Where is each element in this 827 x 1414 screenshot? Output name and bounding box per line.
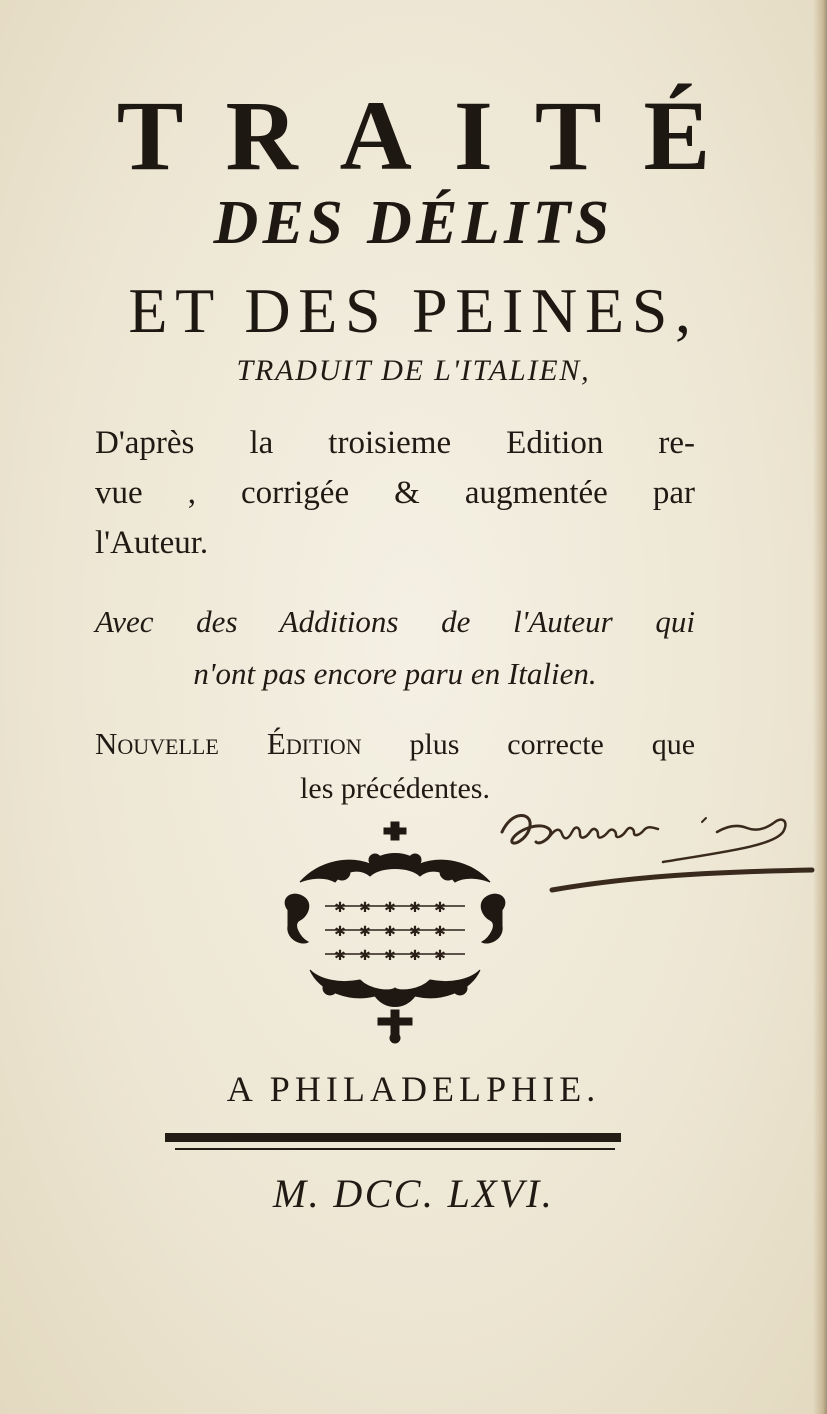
svg-text:✱: ✱	[384, 924, 396, 940]
translation-note: TRADUIT DE L'ITALIEN,	[236, 354, 591, 387]
new-edition-paragraph	[95, 722, 695, 811]
new-edition-label: Nouvelle Édition	[95, 726, 362, 761]
edition-line-1: D'après la troisieme Edition re-	[95, 425, 695, 461]
svg-text:✱: ✱	[434, 924, 446, 940]
svg-text:✱: ✱	[359, 900, 371, 916]
svg-text:✱: ✱	[334, 948, 346, 964]
svg-text:✱: ✱	[334, 924, 346, 940]
svg-text:✱: ✱	[434, 900, 446, 916]
fleuron-ornament-icon	[280, 820, 510, 1045]
thick-rule	[165, 1133, 621, 1142]
subtitle-des-delits: DES DÉLITS	[213, 189, 614, 257]
new-edition-line-1	[95, 722, 695, 767]
edition-line-3: l'Auteur.	[95, 525, 209, 561]
additions-paragraph	[95, 596, 695, 700]
svg-text:✱: ✱	[434, 948, 446, 964]
handwritten-signature-icon	[492, 800, 822, 900]
svg-text:✱: ✱	[384, 900, 396, 916]
svg-text:✱: ✱	[384, 948, 396, 964]
svg-text:✱: ✱	[359, 948, 371, 964]
subtitle-et-des-peines: ET DES PEINES,	[128, 275, 699, 346]
publication-date: M. DCC. LXVI.	[272, 1171, 555, 1216]
edition-line-2: vue , corrigée & augmentée par	[95, 475, 695, 511]
svg-text:✱: ✱	[359, 924, 371, 940]
edition-paragraph	[95, 418, 695, 568]
additions-line-1: Avec des Additions de l'Auteur qui	[95, 604, 695, 639]
svg-text:✱: ✱	[409, 948, 421, 964]
svg-text:✱: ✱	[409, 924, 421, 940]
svg-text:✱: ✱	[409, 900, 421, 916]
new-edition-line-1-rest: plus correcte que	[409, 728, 696, 761]
book-title: TRAITÉ	[116, 80, 753, 191]
svg-text:✱: ✱	[334, 900, 346, 916]
new-edition-line-2: les précédentes.	[300, 772, 490, 805]
place-of-publication: A PHILADELPHIE.	[226, 1069, 601, 1109]
thin-rule	[175, 1148, 615, 1150]
additions-line-2: n'ont pas encore paru en Italien.	[193, 656, 597, 691]
